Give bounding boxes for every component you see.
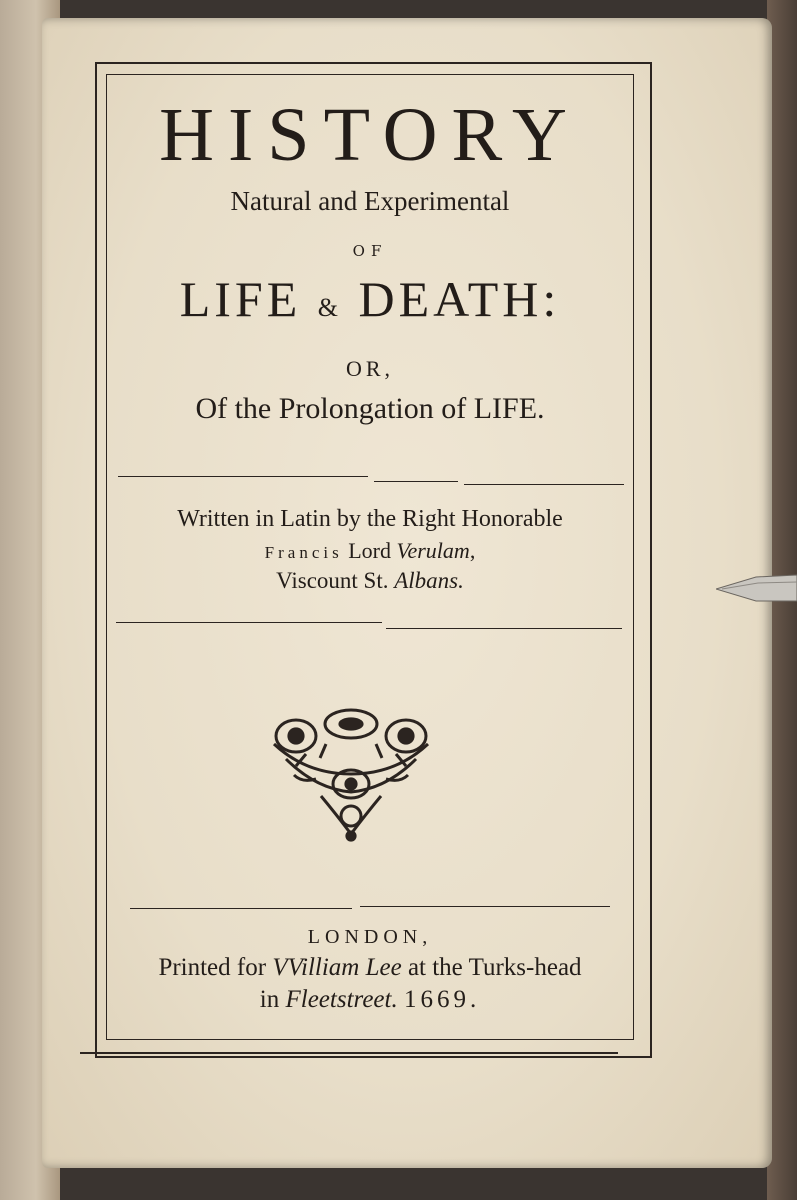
title-death: DEATH: — [358, 271, 561, 327]
title-history: HISTORY — [159, 93, 581, 177]
title-of: OF — [352, 242, 388, 260]
divider-rule — [116, 622, 382, 623]
author-written-line: Written in Latin by the Right Honorable — [177, 506, 563, 532]
imprint-city: LONDON, — [307, 926, 433, 948]
imprint-in: in — [259, 986, 280, 1013]
page-holder-blade-icon — [716, 571, 797, 605]
author-viscount: Viscount St. — [276, 568, 389, 593]
title-ampersand: & — [317, 293, 342, 322]
author-francis: Francis — [264, 543, 343, 562]
imprint-street-line — [106, 986, 634, 1014]
floral-ornament-icon — [266, 704, 436, 844]
title-life-death — [106, 270, 634, 328]
author-verulam: Verulam — [396, 538, 470, 563]
bottom-rule — [80, 1052, 618, 1054]
subtitle-natural-experimental: Natural and Experimental — [230, 186, 510, 216]
imprint-at: at the Turks-head — [407, 954, 582, 981]
imprint-printed-for: Printed for — [158, 954, 267, 981]
divider-rule — [118, 476, 368, 477]
author-albans: Albans. — [394, 568, 464, 593]
imprint-printed-line — [106, 954, 634, 982]
title-prolongation: Of the Prolongation of LIFE. — [195, 392, 545, 425]
divider-rule — [374, 481, 458, 482]
title-life: LIFE — [179, 271, 302, 327]
author-viscount-line — [106, 568, 634, 594]
divider-rule — [386, 628, 622, 629]
title-or: OR, — [345, 356, 395, 381]
author-comma: , — [469, 538, 476, 563]
divider-rule — [360, 906, 610, 907]
divider-rule — [130, 908, 352, 909]
divider-rule — [464, 484, 624, 485]
author-lord: Lord — [348, 538, 391, 563]
author-name-line — [106, 538, 634, 564]
imprint-street: Fleetstreet. — [285, 986, 398, 1013]
imprint-printer: VVilliam Lee — [272, 954, 402, 981]
imprint-year: 1669. — [403, 986, 481, 1013]
